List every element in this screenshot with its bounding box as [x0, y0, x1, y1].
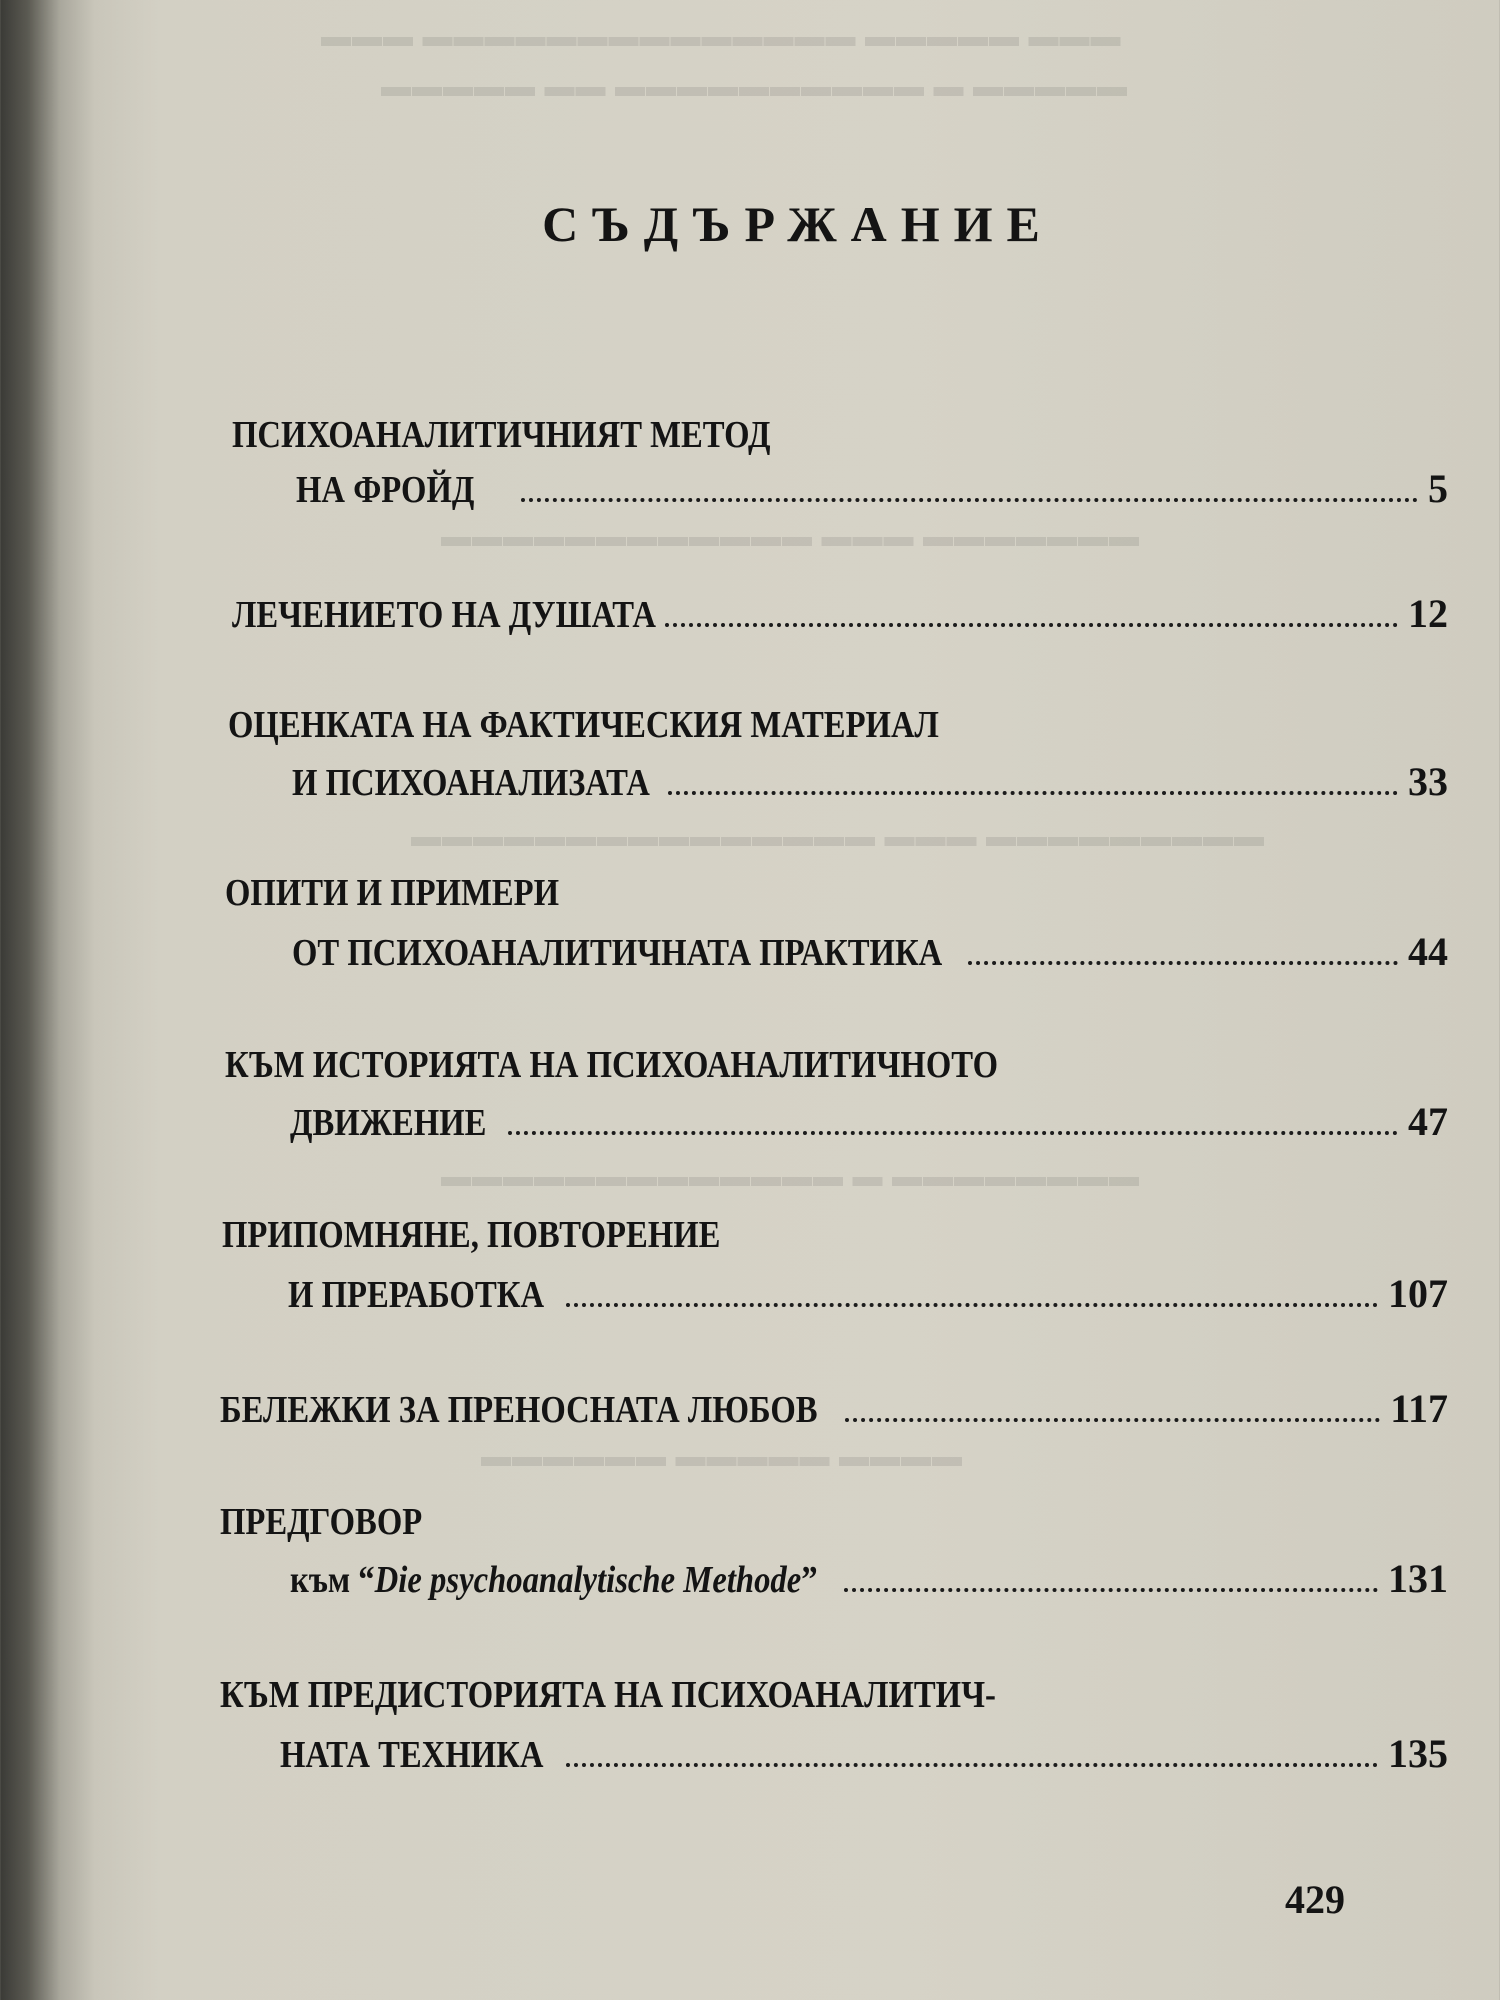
toc-entry-title: КЪМ ИСТОРИЯТА НА ПСИХОАНАЛИТИЧНОТО: [225, 1044, 999, 1086]
dot-leader: [521, 468, 1418, 502]
toc-entry-title: ОЦЕНКАТА НА ФАКТИЧЕСКИЯ МАТЕРИАЛ: [228, 704, 939, 746]
toc-entry-title: ПРИПОМНЯНЕ, ПОВТОРЕНИЕ: [222, 1214, 721, 1256]
show-through-decoration: ▬▬▬▬▬▬▬▬ ▬ ▬▬▬▬▬▬▬▬▬▬▬▬▬: [440, 1160, 1139, 1193]
toc-entry-title: КЪМ ПРЕДИСТОРИЯТА НА ПСИХОАНАЛИТИЧ-: [220, 1674, 996, 1716]
toc-entry-title-suffix: ”: [801, 1559, 818, 1601]
toc-entry-title-continued: И ПРЕРАБОТКА: [288, 1274, 545, 1316]
dot-leader: [844, 1558, 1379, 1592]
dot-leader: [566, 1273, 1378, 1307]
page-number: 33: [1408, 759, 1448, 804]
page-number: 12: [1408, 591, 1448, 636]
toc-entry-title-continued: ДВИЖЕНИЕ: [290, 1102, 487, 1144]
page-folio: 429: [1285, 1877, 1345, 1922]
page-number: 5: [1428, 466, 1448, 511]
toc-entry-title-italic: Die psychoanalytische Methode: [374, 1559, 802, 1601]
show-through-decoration: ▬▬▬▬▬▬▬ ▬▬▬ ▬▬▬▬▬▬▬▬▬▬▬▬: [440, 520, 1139, 553]
toc-entry-title: ПСИХОАНАЛИТИЧНИЯТ МЕТОД: [232, 414, 771, 456]
dot-leader: [665, 593, 1398, 627]
toc-entry-title-continued: НА ФРОЙД: [296, 469, 475, 511]
toc-entry-title: ОПИТИ И ПРИМЕРИ: [225, 872, 560, 914]
book-page: [80, 0, 1500, 2000]
dot-leader: [566, 1733, 1378, 1767]
toc-entry-title-continued: И ПСИХОАНАЛИЗАТА: [292, 762, 650, 804]
show-through-decoration: ▬▬▬▬▬▬▬▬▬ ▬▬▬ ▬▬▬▬▬▬▬▬▬▬▬▬▬▬▬: [410, 820, 1264, 853]
toc-entry-title: ПРЕДГОВОР: [220, 1501, 423, 1543]
toc-entry-title: ЛЕЧЕНИЕТО НА ДУШАТА: [232, 594, 656, 636]
page-number: 107: [1388, 1271, 1448, 1316]
page-number: 135: [1388, 1731, 1448, 1776]
show-through-decoration: ▬▬▬ ▬▬▬▬▬ ▬▬▬▬▬▬▬▬▬▬▬▬▬▬ ▬▬▬: [320, 20, 1121, 53]
dot-leader: [668, 761, 1398, 795]
show-through-decoration: ▬▬▬▬▬ ▬ ▬▬▬▬▬▬▬▬▬▬ ▬▬ ▬▬▬▬▬: [380, 70, 1127, 103]
dot-leader: [508, 1101, 1398, 1135]
dot-leader: [845, 1388, 1380, 1422]
dot-leader: [968, 931, 1398, 965]
toc-entry-title-continued: НАТА ТЕХНИКА: [280, 1734, 544, 1776]
toc-entry-title-continued: ОТ ПСИХОАНАЛИТИЧНАТА ПРАКТИКА: [292, 932, 943, 974]
page-number: 131: [1388, 1556, 1448, 1601]
toc-entry-title-prefix: към “: [290, 1559, 375, 1601]
page-number: 47: [1408, 1099, 1448, 1144]
show-through-decoration: ▬▬▬▬ ▬▬▬▬▬ ▬▬▬▬▬▬: [480, 1440, 962, 1473]
page-number: 117: [1390, 1386, 1448, 1431]
page-number: 44: [1408, 929, 1448, 974]
toc-entry-title: БЕЛЕЖКИ ЗА ПРЕНОСНАТА ЛЮБОВ: [220, 1389, 818, 1431]
toc-heading: СЪДЪРЖАНИЕ: [542, 196, 1054, 252]
